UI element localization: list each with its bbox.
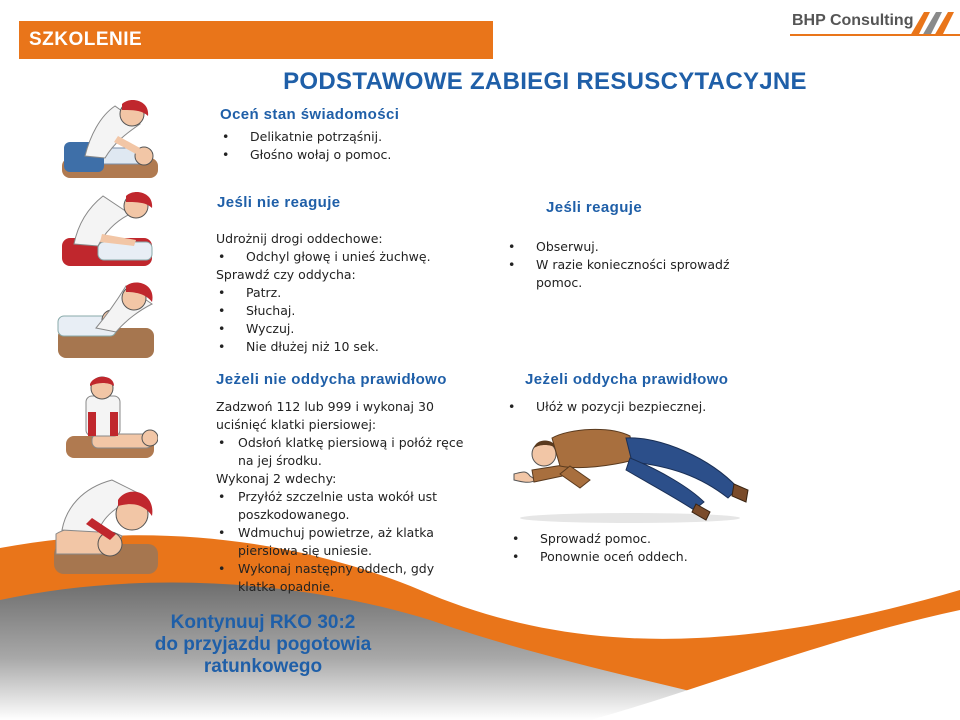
- list-item: • Sprowadź pomoc.: [510, 530, 750, 548]
- section-heading-responds: Jeśli reaguje: [546, 199, 643, 216]
- section-list-responds: [506, 238, 746, 292]
- list-item: • Przyłóż szczelnie usta wokół ust poszkodowanego.: [216, 488, 466, 524]
- section-heading-breathing: Jeżeli oddycha prawidłowo: [525, 371, 729, 388]
- page-title: PODSTAWOWE ZABIEGI RESUSCYTACYJNE: [283, 68, 807, 95]
- list-item: • Wdmuchuj powietrze, aż klatka piersiowa się uniesie.: [216, 524, 466, 560]
- logo-mark-icon: [910, 8, 960, 36]
- section-list-breathing: [506, 398, 746, 416]
- text-open-airway: Udrożnij drogi oddechowe:: [216, 231, 383, 246]
- section-heading-no-response: Jeśli nie reaguje: [217, 194, 341, 211]
- list-breaths: [216, 488, 466, 596]
- text-call-and-compress: Zadzwoń 112 lub 999 i wykonaj 30 uciśnięć klatki piersiowej:: [216, 399, 434, 432]
- logo-underline: [790, 34, 960, 36]
- illustration-chest-compressions: [62, 374, 158, 466]
- list-item: • Patrz.: [216, 284, 476, 302]
- illustration-rescue-breaths: [52, 474, 160, 582]
- continue-cpr-line1: Kontynuuj RKO 30:2: [170, 612, 356, 633]
- illustration-check-breathing: [56, 276, 156, 364]
- illustration-recovery-position: [510, 418, 755, 528]
- section-list-after-recovery: [510, 530, 750, 566]
- list-item: • Odchyl głowę i unieś żuchwę.: [216, 248, 476, 266]
- list-item: • W razie konieczności sprowadź pomoc.: [506, 256, 736, 292]
- section-heading-check-consciousness: Oceń stan świadomości: [220, 106, 400, 123]
- section-list-check-consciousness: [220, 128, 480, 164]
- list-open-airway: [216, 248, 476, 266]
- logo-text: BHP Consulting: [792, 12, 914, 29]
- text-two-breaths: Wykonaj 2 wdechy:: [216, 471, 337, 486]
- continue-cpr-text: [128, 612, 398, 678]
- continue-cpr-line2: do przyjazdu pogotowia: [154, 634, 372, 655]
- continue-cpr-line3: ratunkowego: [203, 656, 323, 677]
- list-item: • Ułóż w pozycji bezpiecznej.: [506, 398, 746, 416]
- banner-label: SZKOLENIE: [29, 29, 143, 50]
- list-compressions: [216, 434, 466, 470]
- illustration-check-consciousness: [60, 96, 160, 186]
- list-item: • Delikatnie potrząśnij.: [220, 128, 480, 146]
- list-check-breathing: [216, 284, 476, 356]
- list-item: • Ponownie oceń oddech.: [510, 548, 750, 566]
- list-item: • Słuchaj.: [216, 302, 476, 320]
- illustration-head-tilt: [58, 188, 156, 272]
- list-item: • Nie dłużej niż 10 sek.: [216, 338, 476, 356]
- list-item: • Wykonaj następny oddech, gdy klatka opadnie.: [216, 560, 466, 596]
- section-heading-not-breathing: Jeżeli nie oddycha prawidłowo: [216, 371, 447, 388]
- list-item: • Wyczuj.: [216, 320, 476, 338]
- list-item: • Głośno wołaj o pomoc.: [220, 146, 480, 164]
- list-item: • Obserwuj.: [506, 238, 746, 256]
- list-item: • Odsłoń klatkę piersiową i połóż ręce na jej środku.: [216, 434, 466, 470]
- banner: [19, 21, 493, 59]
- text-check-breathing: Sprawdź czy oddycha:: [216, 267, 356, 282]
